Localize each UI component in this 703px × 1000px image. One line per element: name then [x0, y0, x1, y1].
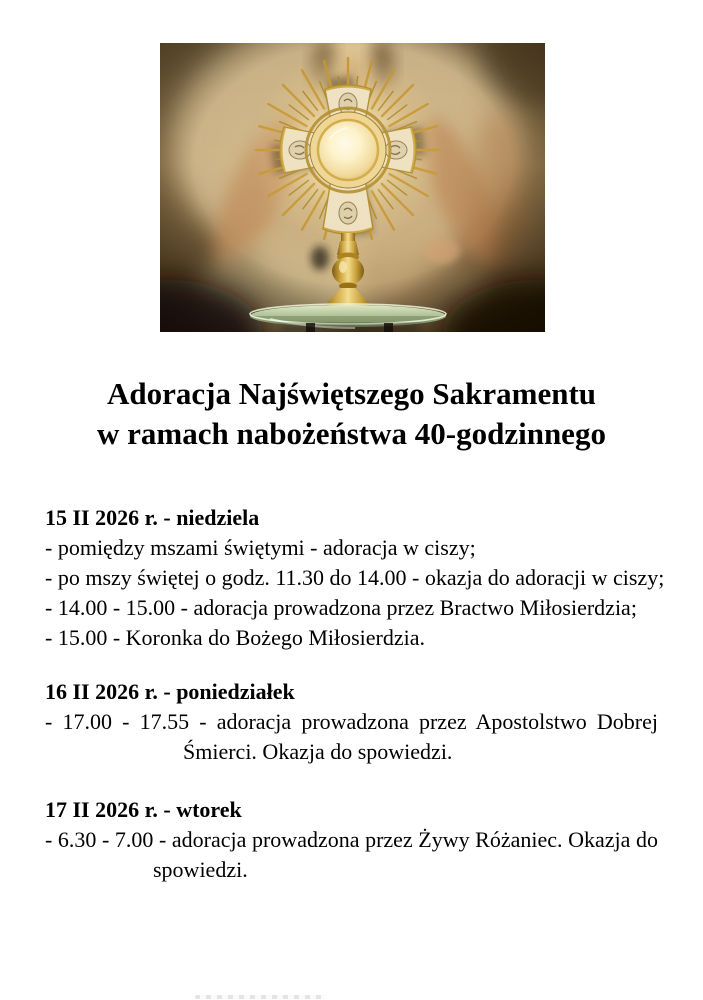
schedule-line: - 17.00 - 17.55 - adoracja prowadzona przez Apostolstwo Dobrej — [45, 709, 658, 734]
schedule-day-2-heading: 16 II 2026 r. - poniedziałek — [45, 679, 295, 704]
schedule-day-3 — [45, 795, 658, 885]
schedule-line-continuation: spowiedzi. — [153, 857, 248, 882]
monstrance-photo — [160, 43, 545, 332]
schedule-line: - 15.00 - Koronka do Bożego Miłosierdzia. — [45, 625, 426, 650]
title-line-2: w ramach nabożeństwa 40-godzinnego — [97, 416, 606, 451]
schedule-line: - pomiędzy mszami świętymi - adoracja w ciszy; — [45, 535, 476, 560]
schedule-day-1 — [45, 503, 665, 653]
monstrance-photo-illustration — [160, 43, 545, 332]
schedule-line: - po mszy świętej o godz. 11.30 do 14.00 - okazja do adoracji w ciszy; — [45, 565, 665, 590]
schedule-day-2 — [45, 677, 658, 767]
schedule-line: - 14.00 - 15.00 - adoracja prowadzona przez Bractwo Miłosierdzia; — [45, 595, 637, 620]
schedule-line-continuation: Śmierci. Okazja do spowiedzi. — [183, 739, 453, 764]
bottom-edge-artifact — [195, 995, 325, 999]
title-line-1: Adoracja Najświętszego Sakramentu — [106, 376, 597, 411]
document-title — [45, 374, 658, 454]
schedule-line: - 6.30 - 7.00 - adoracja prowadzona przez Żywy Różaniec. Okazja do — [45, 827, 658, 852]
schedule-day-1-heading: 15 II 2026 r. - niedziela — [45, 505, 260, 530]
schedule-day-3-heading: 17 II 2026 r. - wtorek — [45, 797, 242, 822]
